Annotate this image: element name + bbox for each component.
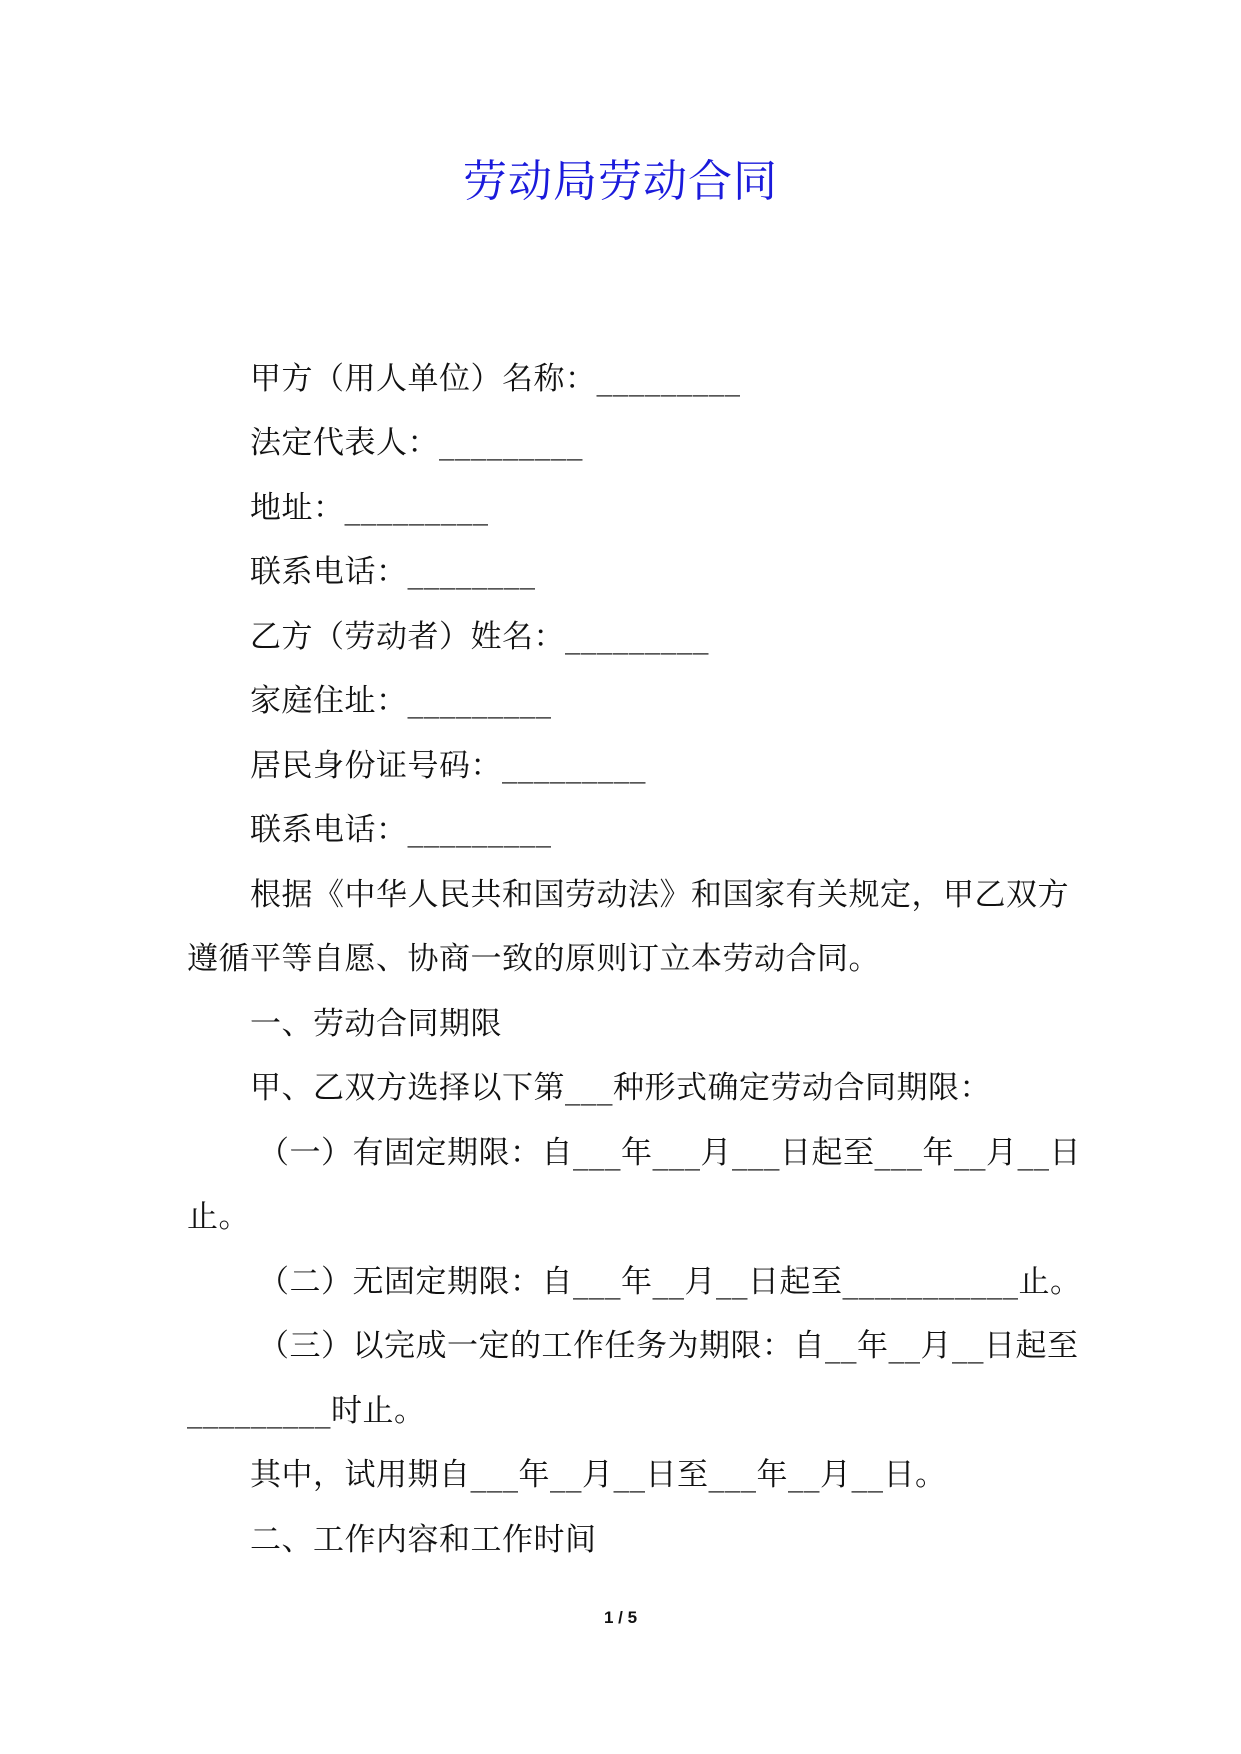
- employer-name-field: 甲方（用人单位）名称：_________: [250, 361, 741, 397]
- open-ended-term-clause: （二）无固定期限：自___年__月__日起至___________止。: [258, 1264, 1082, 1300]
- task-based-term-clause-line-1: （三）以完成一定的工作任务为期限：自__年__月__日起至: [258, 1328, 1079, 1364]
- employer-address-field: 地址：_________: [250, 490, 489, 526]
- id-number-field: 居民身份证号码：_________: [250, 748, 646, 784]
- fixed-term-clause-line-1: （一）有固定期限：自___年___月___日起至___年__月__日: [258, 1135, 1081, 1171]
- section-heading-contract-term: 一、劳动合同期限: [250, 1006, 502, 1042]
- task-based-term-clause-line-2: _________时止。: [187, 1393, 426, 1429]
- home-address-field: 家庭住址：_________: [250, 683, 552, 719]
- employee-name-field: 乙方（劳动者）姓名：_________: [250, 619, 709, 655]
- fixed-term-clause-line-2: 止。: [187, 1199, 250, 1235]
- probation-period-clause: 其中，试用期自___年__月__日至___年__月__日。: [250, 1457, 947, 1493]
- section-heading-work-content: 二、工作内容和工作时间: [250, 1522, 597, 1558]
- preamble-paragraph-line-1: 根据《中华人民共和国劳动法》和国家有关规定，甲乙双方: [250, 877, 1069, 913]
- employer-phone-field: 联系电话：________: [250, 554, 536, 590]
- document-title: 劳动局劳动合同: [463, 156, 778, 207]
- employee-phone-field: 联系电话：_________: [250, 812, 552, 848]
- term-type-selection: 甲、乙双方选择以下第___种形式确定劳动合同期限：: [250, 1070, 991, 1106]
- page-number: 1 / 5: [603, 1608, 638, 1627]
- legal-representative-field: 法定代表人：_________: [250, 425, 583, 461]
- preamble-paragraph-line-2: 遵循平等自愿、协商一致的原则订立本劳动合同。: [187, 941, 880, 977]
